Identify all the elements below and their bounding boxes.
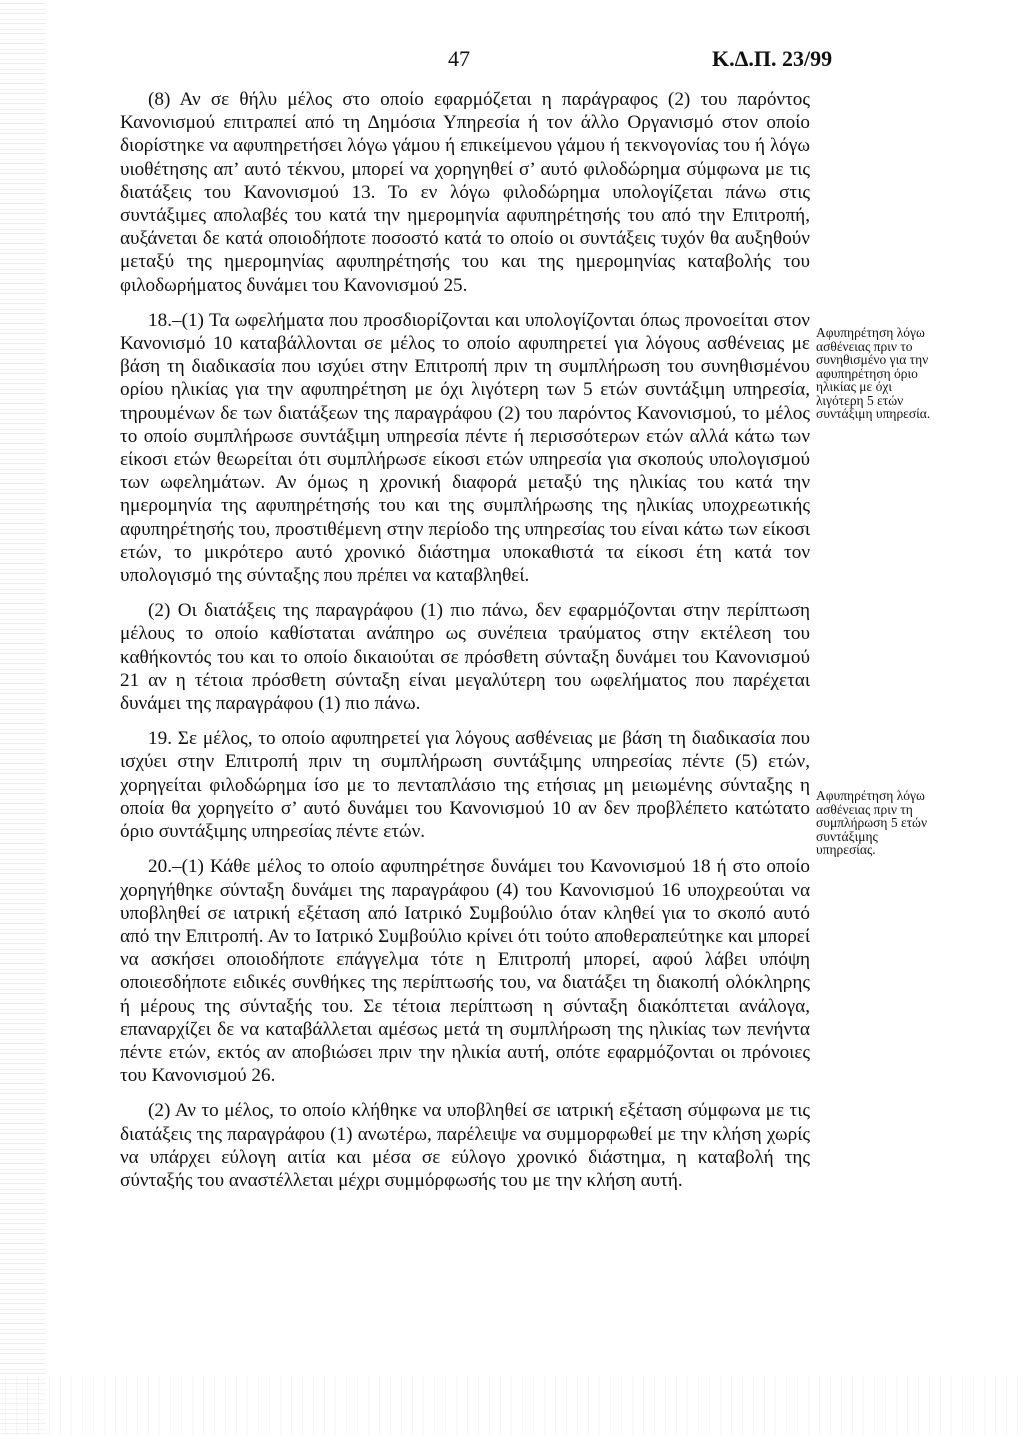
page-header bbox=[0, 46, 1024, 76]
margin-note-19: Αφυπηρέτηση λόγω ασθένειας πριν τη συμπλήρωση 5 ετών συντάξιμης υπηρεσίας. bbox=[816, 788, 928, 857]
body-text bbox=[120, 88, 810, 1192]
paragraph-20-1: 20.–(1) Κάθε μέλος το οποίο αφυπηρέτησε δυνάμει του Κανονισμού 18 ή στο οποίο χορηγήθηκε σύνταξη δυνάμει της παραγράφου (4) του Κανονισμού 16 υποχρεούται να υποβληθεί σε ιατρική εξέταση από Ιατρικό Συμβούλιο όταν κληθεί για το σκοπό αυτό από την Επιτροπή. Αν το Ιατρικό Συμβούλιο κρίνει ότι τούτο αποθεραπεύτηκε και μπορεί να ασκήσει οποιοδήποτε επάγγελμα τότε η Επιτροπή μπορεί, αφού λάβει υπόψη οποιεσδήποτε ειδικές συνθήκες της περίπτωσής του, να διατάξει τη διακοπή ολόκληρης ή μέρους της σύνταξής του. Σε τέτοια περίπτωση η σύνταξη διακόπτεται ανάλογα, επαναρχίζει δε να καταβάλλεται αμέσως μετά τη συμπλήρωση της ηλικίας των πενήντα πέντε ετών, εκτός αν αποβιώσει πριν την ηλικία αυτή, οπότε εφαρμόζονται οι πρόνοιες του Κανονισμού 26. bbox=[120, 856, 810, 1087]
paragraph-19: 19. Σε μέλος, το οποίο αφυπηρετεί για λόγους ασθένειας με βάση τη διαδικασία που ισχύει στην Επιτροπή πριν τη συμπλήρωση συντάξιμης υπηρεσίας πέντε (5) ετών, χορηγείται φιλοδώρημα ίσο με το πενταπλάσιο της ετήσιας μη μειωμένης σύνταξης η οποία θα χορηγείτο σ’ αυτό δυνάμει του Κανονισμού 10 αν δεν προβλέπετο κατώτατο όριο συντάξιμης υπηρεσίας πέντε ετών. bbox=[120, 728, 810, 843]
paragraph-8: (8) Αν σε θήλυ μέλος στο οποίο εφαρμόζεται η παράγραφος (2) του παρόντος Κανονισμού επιτραπεί από τη Δημόσια Υπηρεσία ή τον άλλο Οργανισμό στον οποίο διορίστηκε να αφυπηρετήσει λόγω γάμου ή επικείμενου γάμου ή τεκνογονίας του ή λόγω υιοθέτησης απ’ αυτό τέκνου, μπορεί να χορηγηθεί σ’ αυτό φιλοδώρημα σύμφωνα με τις διατάξεις του Κανονισμού 13. Το εν λόγω φιλοδώρημα υπολογίζεται πάνω στις συντάξιμες απολαβές του κατά την ημερομηνία αφυπηρέτησής του από την Επιτροπή, αυξάνεται δε κατά οποιοδήποτε ποσοστό κατά το οποίο οι συντάξεις τυχόν θα αυξηθούν μεταξύ της ημερομηνίας αφυπηρέτησής του και της ημερομηνίας καταβολής του φιλοδωρήματος δυνάμει του Κανονισμού 25. bbox=[120, 89, 810, 296]
paragraph-18-1: 18.–(1) Τα ωφελήματα που προσδιορίζονται και υπολογίζονται όπως προνοείται στον Κανονισμό 10 καταβάλλονται σε μέλος το οποίο αφυπηρετεί για λόγους ασθένειας με βάση τη διαδικασία που ισχύει στην Επιτροπή πριν τη συμπλήρωση του συνηθισμένου ορίου ηλικίας για την αφυπηρέτηση με όχι λιγότερη των 5 ετών συντάξιμη υπηρεσία, τηρουμένων δε των διατάξεων της παραγράφου (2) του παρόντος Κανονισμού, το μέλος το οποίο συμπλήρωσε συντάξιμη υπηρεσία πέντε ή περισσότερων ετών αλλά κάτω των είκοσι ετών θεωρείται ότι συμπλήρωσε είκοσι ετών υπηρεσία για σκοπούς υπολογισμού των ωφελημάτων. Αν όμως η χρονική διαφορά μεταξύ της ηλικίας του κατά την ημερομηνία της αφυπηρέτησής του και της συμπλήρωσης της ηλικίας υποχρεωτικής αφυπηρέτησής του, προστιθέμενη στην περίοδο της υπηρεσίας του είναι κάτω των είκοσι ετών, το μικρότερο αυτό χρονικό διάστημα υποκαθιστά τα είκοσι έτη κατά τον υπολογισμό της σύνταξης που πρέπει να καταβληθεί. bbox=[120, 309, 810, 587]
margin-note-18: Αφυπηρέτηση λόγω ασθένειας πριν το συνηθισμένο για την αφυπηρέτηση όριο ηλικίας με όχι λιγότερη 5 ετών συντάξιμη υπηρεσία. bbox=[816, 325, 931, 421]
scan-edge-left bbox=[0, 0, 46, 1435]
paragraph-20-2: (2) Αν το μέλος, το οποίο κλήθηκε να υποβληθεί σε ιατρική εξέταση σύμφωνα με τις διατάξεις της παραγράφου (1) ανωτέρω, παρέλειψε να συμμορφωθεί με την κλήση χωρίς να υπάρχει εύλογη αιτία και μέσα σε εύλογο χρονικό διάστημα, η καταβολή της σύνταξής του αναστέλλεται μέχρι συμμόρφωσής του με την κλήση αυτή. bbox=[120, 1100, 810, 1191]
paragraph-18-2: (2) Οι διατάξεις της παραγράφου (1) πιο πάνω, δεν εφαρμόζονται στην περίπτωση μέλους το οποίο καθίσταται ανάπηρο ως συνέπεια τραύματος στην εκτέλεση του καθήκοντός του και το οποίο δικαιούται σε πρόσθετη σύνταξη δυνάμει του Κανονισμού 21 αν η τέτοια πρόσθετη σύνταξη είναι μεγαλύτερη του ωφελήματος που παρέχεται δυνάμει της παραγράφου (1) πιο πάνω. bbox=[120, 600, 810, 715]
document-reference: Κ.Δ.Π. 23/99 bbox=[712, 46, 833, 71]
scan-edge-bottom bbox=[0, 1375, 1024, 1435]
page-number: 47 bbox=[448, 46, 470, 71]
